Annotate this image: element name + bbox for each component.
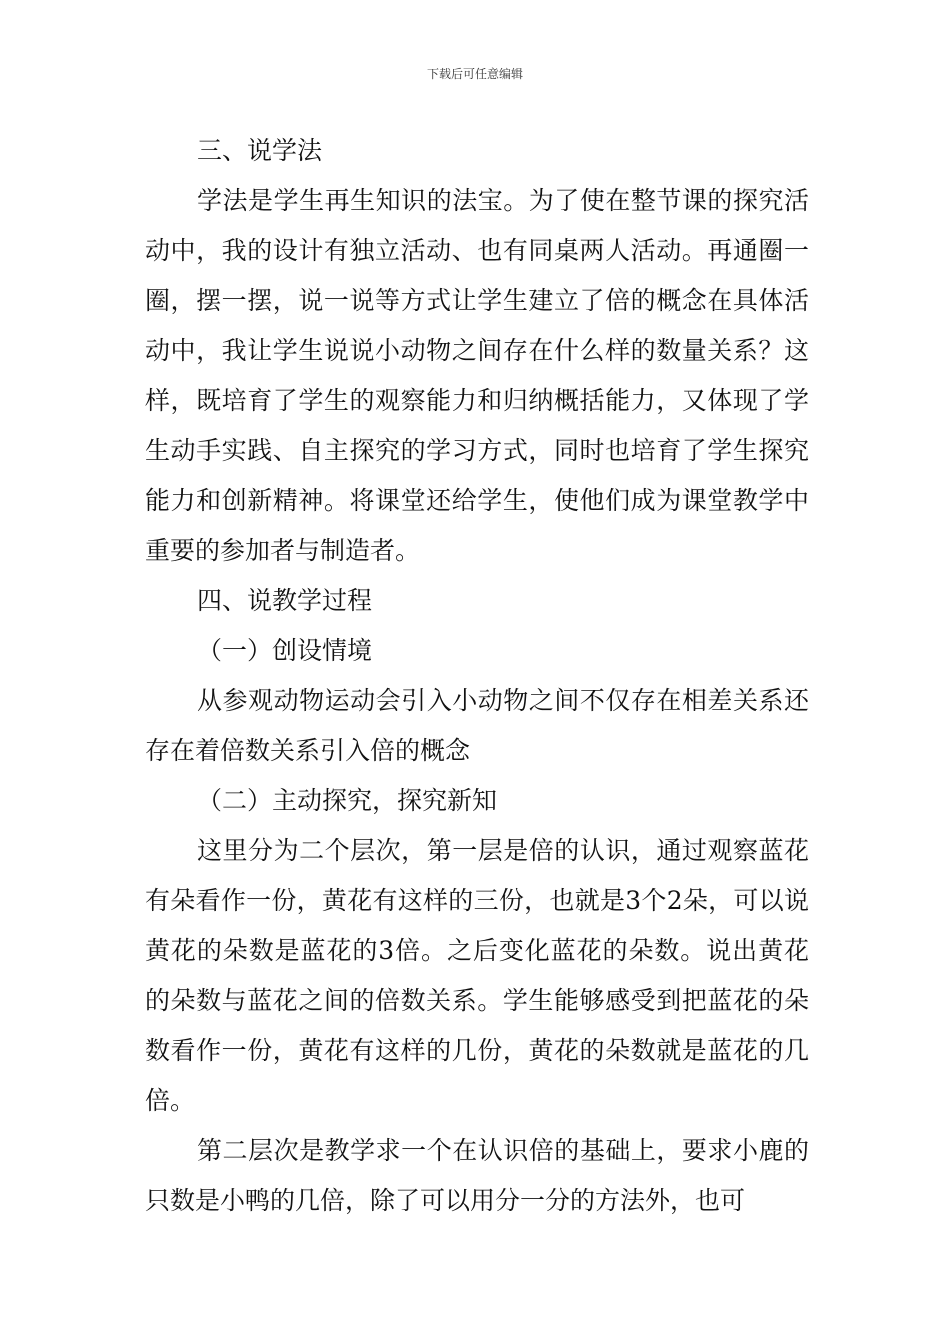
subheading-create-situation: （一）创设情境 — [197, 636, 373, 665]
paragraph-learning-method: 学法是学生再生知识的法宝。为了使在整节课的探究活动中，我的设计有独立活动、也有同桌两人活动。再通圈一圈，摆一摆，说一说等方式让学生建立了倍的概念在具体活动中，我让学生说说小动物之间存在什么样的数量关系？这样，既培育了学生的观察能力和归纳概括能力，又体现了学生动手实践、自主探究的学习方式，同时也培育了学生探究能力和创新精神。将课堂还给学生，使他们成为课堂教学中重要的参加者与制造者。 — [145, 186, 809, 565]
page-header: 下载后可任意编辑 — [426, 67, 523, 81]
paragraph-situation: 从参观动物运动会引入小动物之间不仅存在相差关系还存在着倍数关系引入倍的概念 — [145, 686, 809, 765]
paragraph-first-level: 这里分为二个层次，第一层是倍的认识，通过观察蓝花有朵看作一份，黄花有这样的三份，也就是3个2朵，可以说黄花的朵数是蓝花的3倍。之后变化蓝花的朵数。说出黄花的朵数与蓝花之间的倍数关系。学生能够感受到把蓝花的朵数看作一份，黄花有这样的几份，黄花的朵数就是蓝花的几倍。 — [145, 836, 809, 1115]
section-heading-learning-method: 三、说学法 — [197, 136, 323, 165]
document-body — [145, 126, 809, 1226]
subheading-active-exploration: （二）主动探究，探究新知 — [197, 786, 498, 815]
section-heading-teaching-process: 四、说教学过程 — [197, 586, 373, 615]
paragraph-second-level: 第二层次是教学求一个在认识倍的基础上，要求小鹿的只数是小鸭的几倍，除了可以用分一分的方法外，也可 — [145, 1136, 809, 1215]
